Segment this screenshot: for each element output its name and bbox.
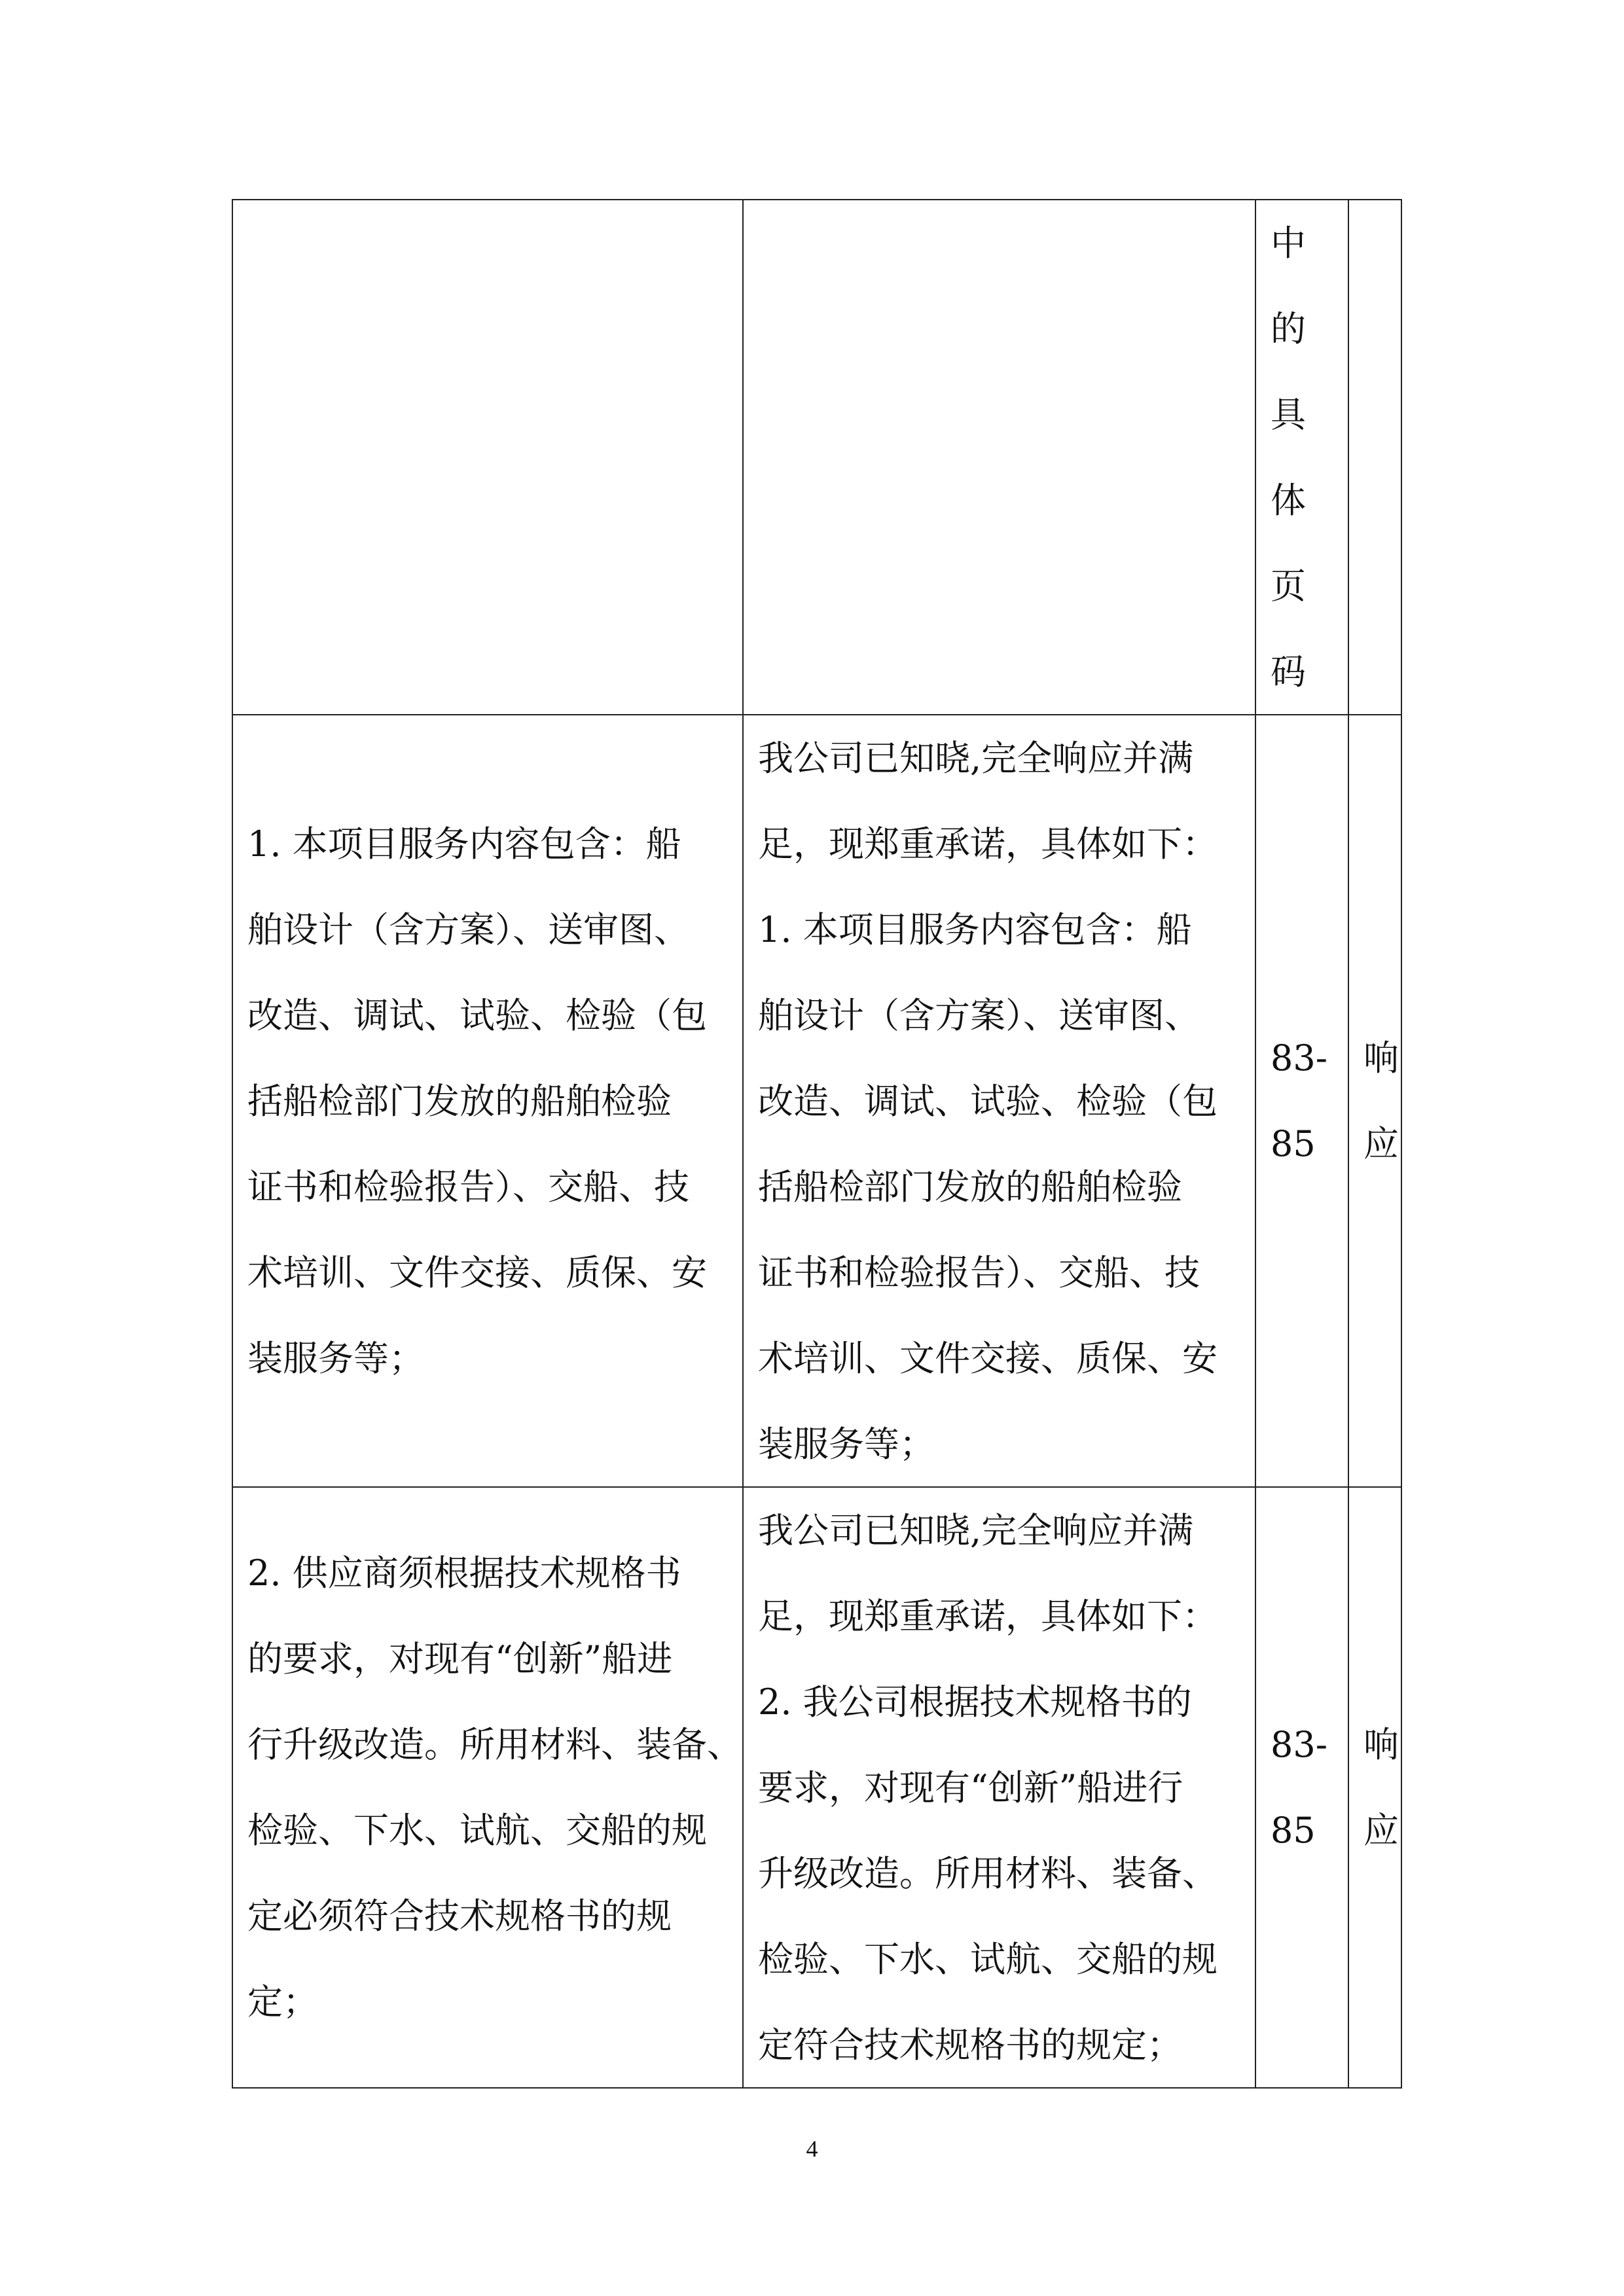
cell-text-line: 术培训、文件交接、质保、安 [247, 1251, 707, 1293]
cell-text-line: 响 [1363, 1037, 1399, 1079]
cell-text-line: 舶设计（含方案）、送审图、 [758, 994, 1200, 1036]
cell-text-line: 85 [1271, 1123, 1316, 1164]
cell-text-line: 体 [1271, 479, 1306, 521]
cell-page [1255, 199, 1349, 715]
cell-text-line: 要求，对现有“创新”船进行 [758, 1767, 1183, 1808]
cell-text-line: 定； [247, 1981, 318, 2022]
cell-response [742, 714, 1256, 1488]
cell-text-line: 足，现郑重承诺，具体如下： [758, 1595, 1218, 1637]
cell-page [1255, 1486, 1349, 2089]
cell-status [1348, 714, 1402, 1488]
cell-text-line: 行升级改造。所用材料、装备、 [247, 1724, 742, 1765]
cell-status [1348, 1486, 1402, 2089]
cell-text-line: 装服务等； [247, 1337, 424, 1379]
cell-text-line: 装服务等； [758, 1423, 935, 1465]
cell-text-line: 检验、下水、试航、交船的规 [758, 1938, 1218, 1980]
cell-text-line: 2. 我公司根据技术规格书的 [758, 1681, 1192, 1723]
cell-text-line: 升级改造。所用材料、装备、 [758, 1852, 1218, 1894]
cell-text-line: 证书和检验报告）、交船、技 [758, 1251, 1200, 1293]
compliance-table [232, 199, 1402, 2089]
cell-text-line: 括船检部门发放的船舶检验 [247, 1080, 672, 1122]
cell-response [742, 199, 1256, 715]
cell-text-line: 括船检部门发放的船舶检验 [758, 1166, 1182, 1208]
cell-text-line: 1. 本项目服务内容包含：船 [758, 908, 1192, 950]
cell-text-line: 足，现郑重承诺，具体如下： [758, 823, 1218, 865]
cell-text-line: 证书和检验报告）、交船、技 [247, 1166, 689, 1208]
cell-text-line: 舶设计（含方案）、送审图、 [247, 908, 689, 950]
cell-status [1348, 199, 1402, 715]
cell-text-line: 我公司已知晓,完全响应并满 [758, 737, 1194, 779]
cell-text-line: 83- [1271, 1037, 1327, 1079]
cell-text-line: 定必须符合技术规格书的规 [247, 1895, 672, 1937]
cell-text-line: 响 [1363, 1724, 1399, 1765]
cell-text-line: 85 [1271, 1810, 1316, 1851]
cell-text-line: 具 [1271, 393, 1306, 435]
cell-text-line: 改造、调试、试验、检验（包 [758, 1080, 1218, 1122]
cell-text-line: 术培训、文件交接、质保、安 [758, 1337, 1218, 1379]
cell-requirement [232, 199, 744, 715]
cell-requirement [232, 1486, 744, 2089]
cell-text-line: 应 [1363, 1123, 1399, 1164]
cell-text-line: 检验、下水、试航、交船的规 [247, 1810, 707, 1851]
cell-page [1255, 714, 1349, 1488]
cell-response [742, 1486, 1256, 2089]
cell-text-line: 改造、调试、试验、检验（包 [247, 994, 707, 1036]
cell-text-line: 页 [1271, 565, 1306, 607]
cell-text-line: 83- [1271, 1724, 1327, 1765]
cell-requirement [232, 714, 744, 1488]
cell-text-line: 的要求，对现有“创新”船进 [247, 1638, 673, 1679]
cell-text-line: 应 [1363, 1810, 1399, 1851]
cell-text-line: 1. 本项目服务内容包含：船 [247, 823, 681, 865]
cell-text-line: 定符合技术规格书的规定； [758, 2024, 1182, 2066]
cell-text-line: 中 [1271, 222, 1306, 264]
page-number: 4 [806, 2136, 818, 2162]
cell-text-line: 的 [1271, 308, 1306, 350]
cell-text-line: 我公司已知晓,完全响应并满 [758, 1509, 1194, 1551]
cell-text-line: 码 [1271, 651, 1306, 692]
cell-text-line: 2. 供应商须根据技术规格书 [247, 1552, 681, 1594]
